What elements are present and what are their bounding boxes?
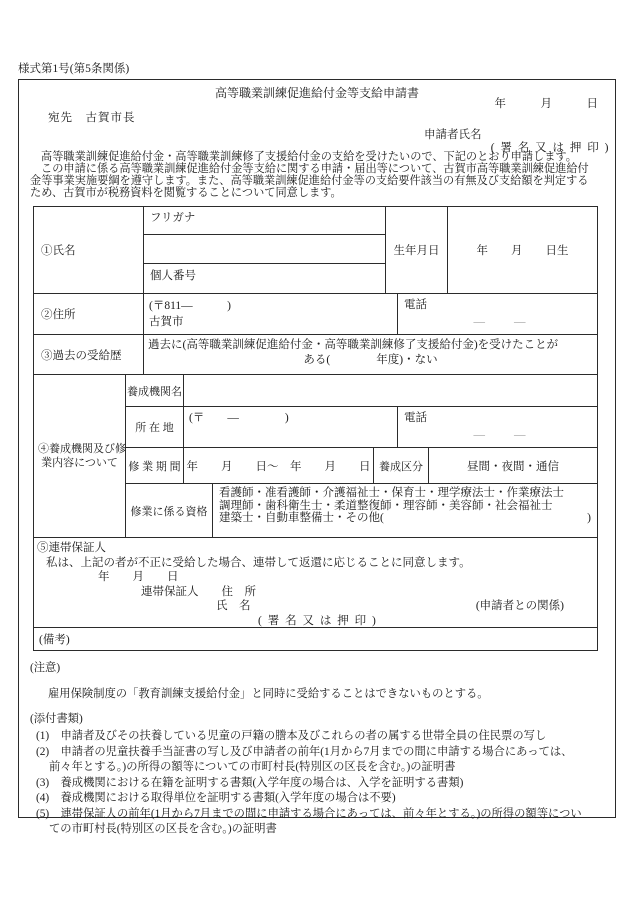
org-phone-blank: — — xyxy=(473,429,528,441)
org-name-label: 養成機関名 xyxy=(126,375,184,406)
guarantor-signature-note: ( 署 名 又 は 押 印 ) xyxy=(258,614,378,627)
period-label: 修 業 期 間 xyxy=(126,448,184,483)
location-label: 所 在 地 xyxy=(126,407,184,447)
name-fields-cell xyxy=(144,207,386,293)
attachment-item-continuation: ての市町村長(特別区の区長を含む。)の証明書 xyxy=(49,823,277,835)
attachment-item: (2) 申請者の児童扶養手当証書の写し及び申請者の前年(1月から7月までの間に申請する場合にあっては、 xyxy=(36,745,573,758)
phone-blank: — — xyxy=(473,316,528,328)
intro-line: ため、古賀市が税務資料を閲覧することについて同意します。 xyxy=(30,187,342,200)
qualification-other: 建築士・自動車整備士・その他( xyxy=(219,512,384,525)
phone-cell xyxy=(398,294,597,334)
attachment-item: (3) 養成機関における在籍を証明する書類(入学年度の場合は、入学を証明する書類) xyxy=(36,776,464,789)
category-options: 昼間・夜間・通信 xyxy=(467,460,559,473)
intro-line: 金等事業実施要綱を遵守します。また、高等職業訓練促進給付金等の支給要件該当の有無及び支給額を判定する xyxy=(30,175,589,188)
period-blank-field: 年 月 日～ 年 月 日 xyxy=(184,448,374,483)
history-choice-line: ある( 年度)・ない xyxy=(303,354,438,366)
table-row-institution xyxy=(34,375,597,538)
attachment-item: (1) 申請者及びその扶養している児童の戸籍の謄本及びこれらの者の属する世帯全員の住民票の写し xyxy=(36,730,547,742)
attachments-list xyxy=(19,729,615,838)
table-row-guarantor xyxy=(34,538,597,628)
address-field xyxy=(144,294,398,334)
qualification-other-close: ) xyxy=(587,512,591,525)
notes-section xyxy=(19,651,615,838)
institution-subtable xyxy=(126,375,597,537)
table-row-address xyxy=(34,294,597,335)
guarantor-name-label: 氏 名 xyxy=(216,600,251,613)
caution-title: (注意) xyxy=(30,662,61,674)
form-code: 様式第1号(第5条関係) xyxy=(18,63,130,75)
org-name-blank-field xyxy=(184,375,597,406)
attachments-title: (添付書類) xyxy=(30,713,83,725)
furigana-label: フリガナ xyxy=(144,207,385,235)
history-field xyxy=(144,335,597,374)
history-row-label: ③過去の受給歴 xyxy=(34,335,144,374)
institution-row-label xyxy=(34,375,126,537)
qualification-subrow xyxy=(126,484,597,537)
qualification-line: 看護師・准看護師・介護福祉士・保育士・理学療法士・作業療法士 xyxy=(219,487,564,499)
attachment-item: (4) 養成機関における取得単位を証明する書類(入学年度の場合は不要) xyxy=(36,792,396,804)
intro-line: 高等職業訓練促進給付金・高等職業訓練修了支援給付金の支給を受けたいので、下記のとおり申請します。 xyxy=(41,151,577,163)
qualification-label: 修業に係る資格 xyxy=(126,484,213,537)
history-text-line: 過去に(高等職業訓練促進給付金・高等職業訓練修了支援給付金)を受けたことが xyxy=(148,339,559,351)
form-title: 高等職業訓練促進給付金等支給申請書 xyxy=(214,86,419,100)
org-name-subrow xyxy=(126,375,597,407)
birthdate-blank-field: 年 月 日生 xyxy=(476,245,569,257)
application-table xyxy=(33,206,598,651)
guarantor-name-line xyxy=(216,599,597,614)
institution-label-line: 業内容について xyxy=(41,457,118,469)
guarantor-consent-text: 私は、上記の者が不正に受給した場合、連帯して返還に応じることに同意します。 xyxy=(46,556,471,569)
guarantor-row-label: ⑤連帯保証人 xyxy=(37,542,106,554)
city-prefill: 古賀市 xyxy=(149,316,184,328)
period-subrow xyxy=(126,448,597,484)
applicant-name-label: 申請者氏名 xyxy=(424,129,482,141)
birthdate-label: 生年月日 xyxy=(386,207,448,293)
form-outer-box xyxy=(18,79,616,835)
attachment-item-continuation: 前々年とする。)の所得の額等についての市町村長(特別区の区長を含む。)の証明書 xyxy=(49,761,456,773)
guarantor-address-label: 連帯保証人 住 所 xyxy=(141,585,256,598)
location-subrow xyxy=(126,407,597,448)
addressee: 宛先 古賀市長 xyxy=(48,112,136,124)
signature-or-seal-note: ( 署 名 又 は 押 印 ) xyxy=(490,142,610,154)
name-blank-field xyxy=(144,235,385,264)
table-row-name xyxy=(34,207,597,294)
location-postal-blank: (〒 — ) xyxy=(184,407,398,447)
org-phone-label: 電話 xyxy=(404,412,427,424)
intro-line: この申請に係る高等職業訓練促進給付金等支給に関する申請・届出等について、古賀市高等職業訓練促進給付 xyxy=(41,163,589,176)
address-row-label: ②住所 xyxy=(34,294,144,334)
qualification-options xyxy=(213,484,597,537)
table-row-remarks xyxy=(34,628,597,650)
org-phone-cell xyxy=(398,407,597,447)
personal-number-label: 個人番号 xyxy=(150,270,196,282)
table-row-history xyxy=(34,335,597,375)
header-date-blanks: 年 月 日 xyxy=(494,98,598,110)
guarantor-date-blank: 年 月 日 xyxy=(98,571,179,584)
phone-label: 電話 xyxy=(404,299,427,311)
qualification-line: 調理師・歯科衛生士・柔道整復師・理容師・美容師・社会福祉士 xyxy=(219,499,553,512)
institution-label-line: ④養成機関及び修 xyxy=(38,443,126,455)
qualification-line xyxy=(219,512,591,525)
category-label: 養成区分 xyxy=(374,448,429,483)
attachment-item: (5) 連帯保証人の前年(1月から7月までの間に申請する場合にあっては、前々年とする。)の所得の額等につい xyxy=(36,807,582,820)
remarks-label: (備考) xyxy=(39,634,70,646)
guarantor-relation-label: (申請者との関係) xyxy=(475,600,564,613)
caution-text: 雇用保険制度の「教育訓練支援給付金」と同時に受給することはできないものとする。 xyxy=(48,688,489,700)
postal-code-blank: (〒811— ) xyxy=(149,300,231,312)
name-row-label: ①氏名 xyxy=(34,207,144,293)
intro-paragraph xyxy=(30,151,614,199)
